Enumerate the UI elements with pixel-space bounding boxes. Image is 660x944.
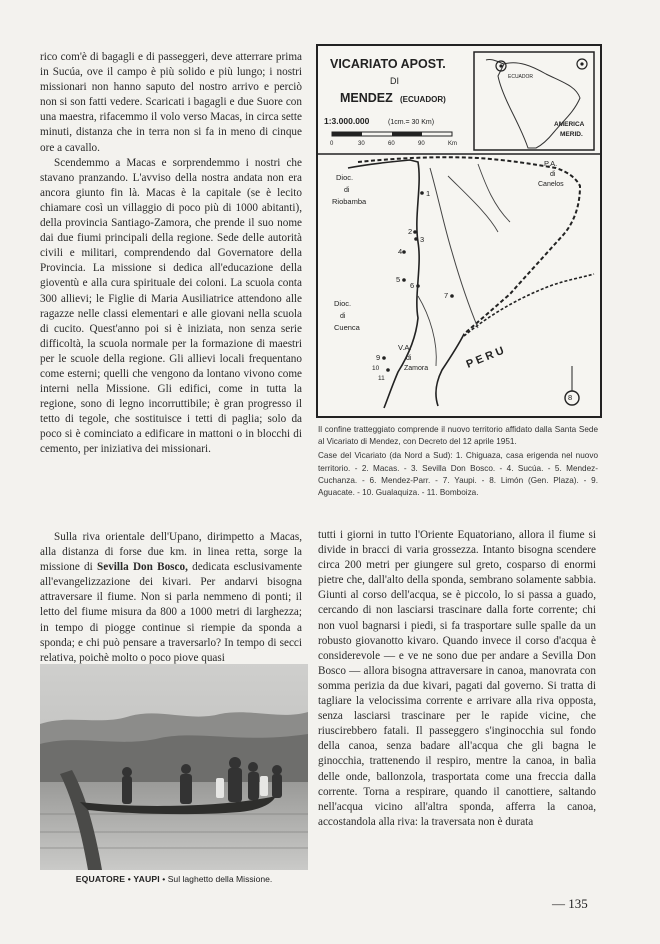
photo-caption-place: EQUATORE • YAUPI: [75, 874, 160, 884]
left-column-bottom: [40, 530, 302, 666]
mission-number: 9: [376, 353, 381, 362]
scale-tick: 90: [418, 141, 425, 147]
map-drawing: [318, 46, 600, 416]
label-pa-canelos: di: [550, 171, 556, 178]
mission-number: 3: [420, 235, 425, 244]
bold-place-name: Sevilla Don Bosco,: [97, 561, 188, 574]
scale-tick: 0: [330, 141, 334, 147]
mission-number: 1: [426, 189, 431, 198]
mission-number: 6: [410, 281, 415, 290]
photo-canoe-lake: [40, 664, 308, 870]
label-va-zamora: V.A.: [398, 343, 412, 352]
map-caption-legend: Case del Vicariato (da Nord a Sud): 1. Chiguaza, casa erigenda nel nuovo territorio. - 2. Macas. - 3. Sevilla Don Bosco. - 4. Sucúa. - 5. Mendez-Cuchanza. - 6. Mendez-Parr. - 7. Yaupi. - 8. Limón (Gen. Plaza). - 9. Aguacate. - 10. Gualaquiza. - 11. Bomboiza.: [318, 451, 598, 498]
map-scale: 1:3.000.000: [324, 116, 370, 126]
label-diocesi-riobamba: di: [344, 187, 350, 194]
inset-america-label: AMERICA: [554, 121, 585, 128]
map-title-line2: DI: [390, 76, 399, 86]
map-title-line3: MENDEZ: [340, 91, 393, 105]
photo-caption: [40, 874, 308, 884]
label-va-zamora: di: [406, 355, 412, 362]
photo-image: [40, 664, 308, 870]
map-caption-line: Il confine tratteggiato comprende il nuovo territorio affidato dalla Santa Sede al Vicariato di Mendez, con Decreto del 12 aprile 1951.: [318, 425, 598, 447]
mission-number: 10: [372, 365, 380, 372]
mission-number: 11: [378, 375, 385, 382]
text-span: dedicata esclusivamente all'evangelizzazione dei kivari. Per andarvi bisogna attraversare il fiume. Non si parla nemmeno di ponti; il letto del fiume misura da 800 a 1000 metri di larghezza; in tempo di piogge continue si riempie da sponda a sponda; e chi può pensare a traversarlo? In tempo di secci relativa, poichè molto o poco piove quasi: [40, 561, 302, 664]
page-number: — 135: [552, 896, 588, 911]
text-span: Sulla riva orientale dell'Upano, dirimpetto a Macas, alla distanza di forse due km. in linea retta, sorge la missione di: [40, 531, 302, 574]
scale-tick: Km: [448, 141, 457, 147]
label-pa-canelos: P.A.: [544, 159, 558, 168]
scale-tick: 30: [358, 141, 365, 147]
main-map: [332, 157, 594, 408]
inset-merid-label: MERID.: [560, 131, 583, 138]
map-box: [316, 44, 602, 418]
label-diocesi-cuenca: Dioc.: [334, 299, 352, 308]
map-title-line1: VICARIATO APOST.: [330, 57, 446, 71]
paragraph: rico com'è di bagagli e di passeggeri, deve atterrare prima in Sucúa, ove il campo è più solido e più lungo; i nostri missionari non hanno saputo del nostro arrivo e perciò non si son fatti vedere. Scaricati i bagagli e due Suore con una maestra, rifacemmo il volo verso Macas, in circa sette minuti, distanza che in terra non si fa in meno di cinque ore a cavallo.: [40, 51, 302, 154]
label-pa-canelos: Canelos: [538, 181, 564, 188]
mission-number: 8: [568, 393, 573, 402]
map-title-paren: (ECUADOR): [400, 95, 446, 104]
mission-number: 4: [398, 247, 403, 256]
label-diocesi-riobamba: Dioc.: [336, 173, 354, 182]
label-diocesi-riobamba: Riobamba: [332, 197, 367, 206]
map-caption: [318, 424, 598, 501]
label-diocesi-cuenca: di: [340, 313, 346, 320]
label-peru: P E R U: [464, 344, 506, 371]
inset-map: [474, 52, 594, 150]
mission-number: 2: [408, 227, 413, 236]
inset-ecuador-label: ECUADOR: [508, 74, 534, 80]
scale-tick: 60: [388, 141, 395, 147]
paragraph: Scendemmo a Macas e sorprendemmo i nostri che stavano pranzando. L'avviso della nostra andata non era ancora giunto fin là. Macas è la capitale (se è lecito chiamare così un villaggio di poco più di 1000 abitanti), della provincia Santiago-Zamora, che prende il suo nome dai due fiumi principali della regione. Sede delle autorità civili e militari, comprendendo dal Governatore della Provincia. La missione si dedica all'educazione della gioventù e alla cura spirituale dei coloni. La scuola conta 300 allievi; le Figlie di Maria Ausiliatrice attendono alle ragazze nelle classi elementari e alle giovani nella scuola di cucito. Quest'anno poi si è iniziata, non senza serie difficoltà, la scuola normale per la formazione di maestri per le scuole della regione. Gli allievi locali frequentano come esterni; quelli che vengono da lontano vivono come interni nella Missione. Gli edifici, come in tutta la regione, sono di legno incorruttibile; è gran progresso il tetto di tegole, che sostituisce i tetti di paglia; solo da poco si è cominciato a edificare in mattoni o in blocchi di cemento, per iniziativa dei missionari.: [40, 156, 302, 456]
paragraph: [40, 530, 302, 666]
label-va-zamora: Zamora: [404, 365, 429, 372]
photo-caption-text: • Sul laghetto della Missione.: [159, 874, 273, 884]
right-column: [318, 528, 596, 830]
map-figure: [316, 44, 600, 416]
label-diocesi-cuenca: Cuenca: [334, 323, 360, 332]
map-scale-note: (1cm.= 30 Km): [388, 119, 435, 126]
left-column-top: [40, 50, 302, 458]
paragraph: tutti i giorni in tutto l'Oriente Equatoriano, allora il fiume si divide in bracci di varia grossezza. Intanto bisogna scendere circa 200 metri per giungere sul greto, cosparso di enormi pietre che, dall'alto della sponda, sembrano solamente sabbia. Giunti al corso dell'acqua, se è piccolo, lo si passa a guado, cercando di non lasciarsi trascinare dalla forte corrente; chi non vuol bagnarsi i piedi, si fa trasportare sulle spalle da un robusto giovanotto kivaro. Quando invece il corso d'acqua è considerevole — e ve ne sono due per andare a Sevilla Don Bosco — allora bisogna attraversare in canoa, manovrata con somma perizia da due kivari, pagati dal governo. Si tratta di tagliare la velocissima corrente e arrivare alla riva opposta, senza lasciarsi trascinare per le rapide vicine, che riuscirebbero fatali. Il passeggero s'inginocchia sul fondo della canoa, senza badare all'acqua che gli bagna le ginocchia, trattenendo il respiro, mentre la canoa, in balìa delle onde, ballonzola, trasportata come una freccia dalla corrente. Torna a respirare, quando il canottiere, saltando nell'acqua vicino all'altra sponda, afferra la canoa, accostandola alla riva: la traversata non è durata: [318, 529, 596, 828]
scale-bar: [330, 132, 457, 147]
mission-number: 7: [444, 291, 449, 300]
mission-number: 5: [396, 275, 401, 284]
